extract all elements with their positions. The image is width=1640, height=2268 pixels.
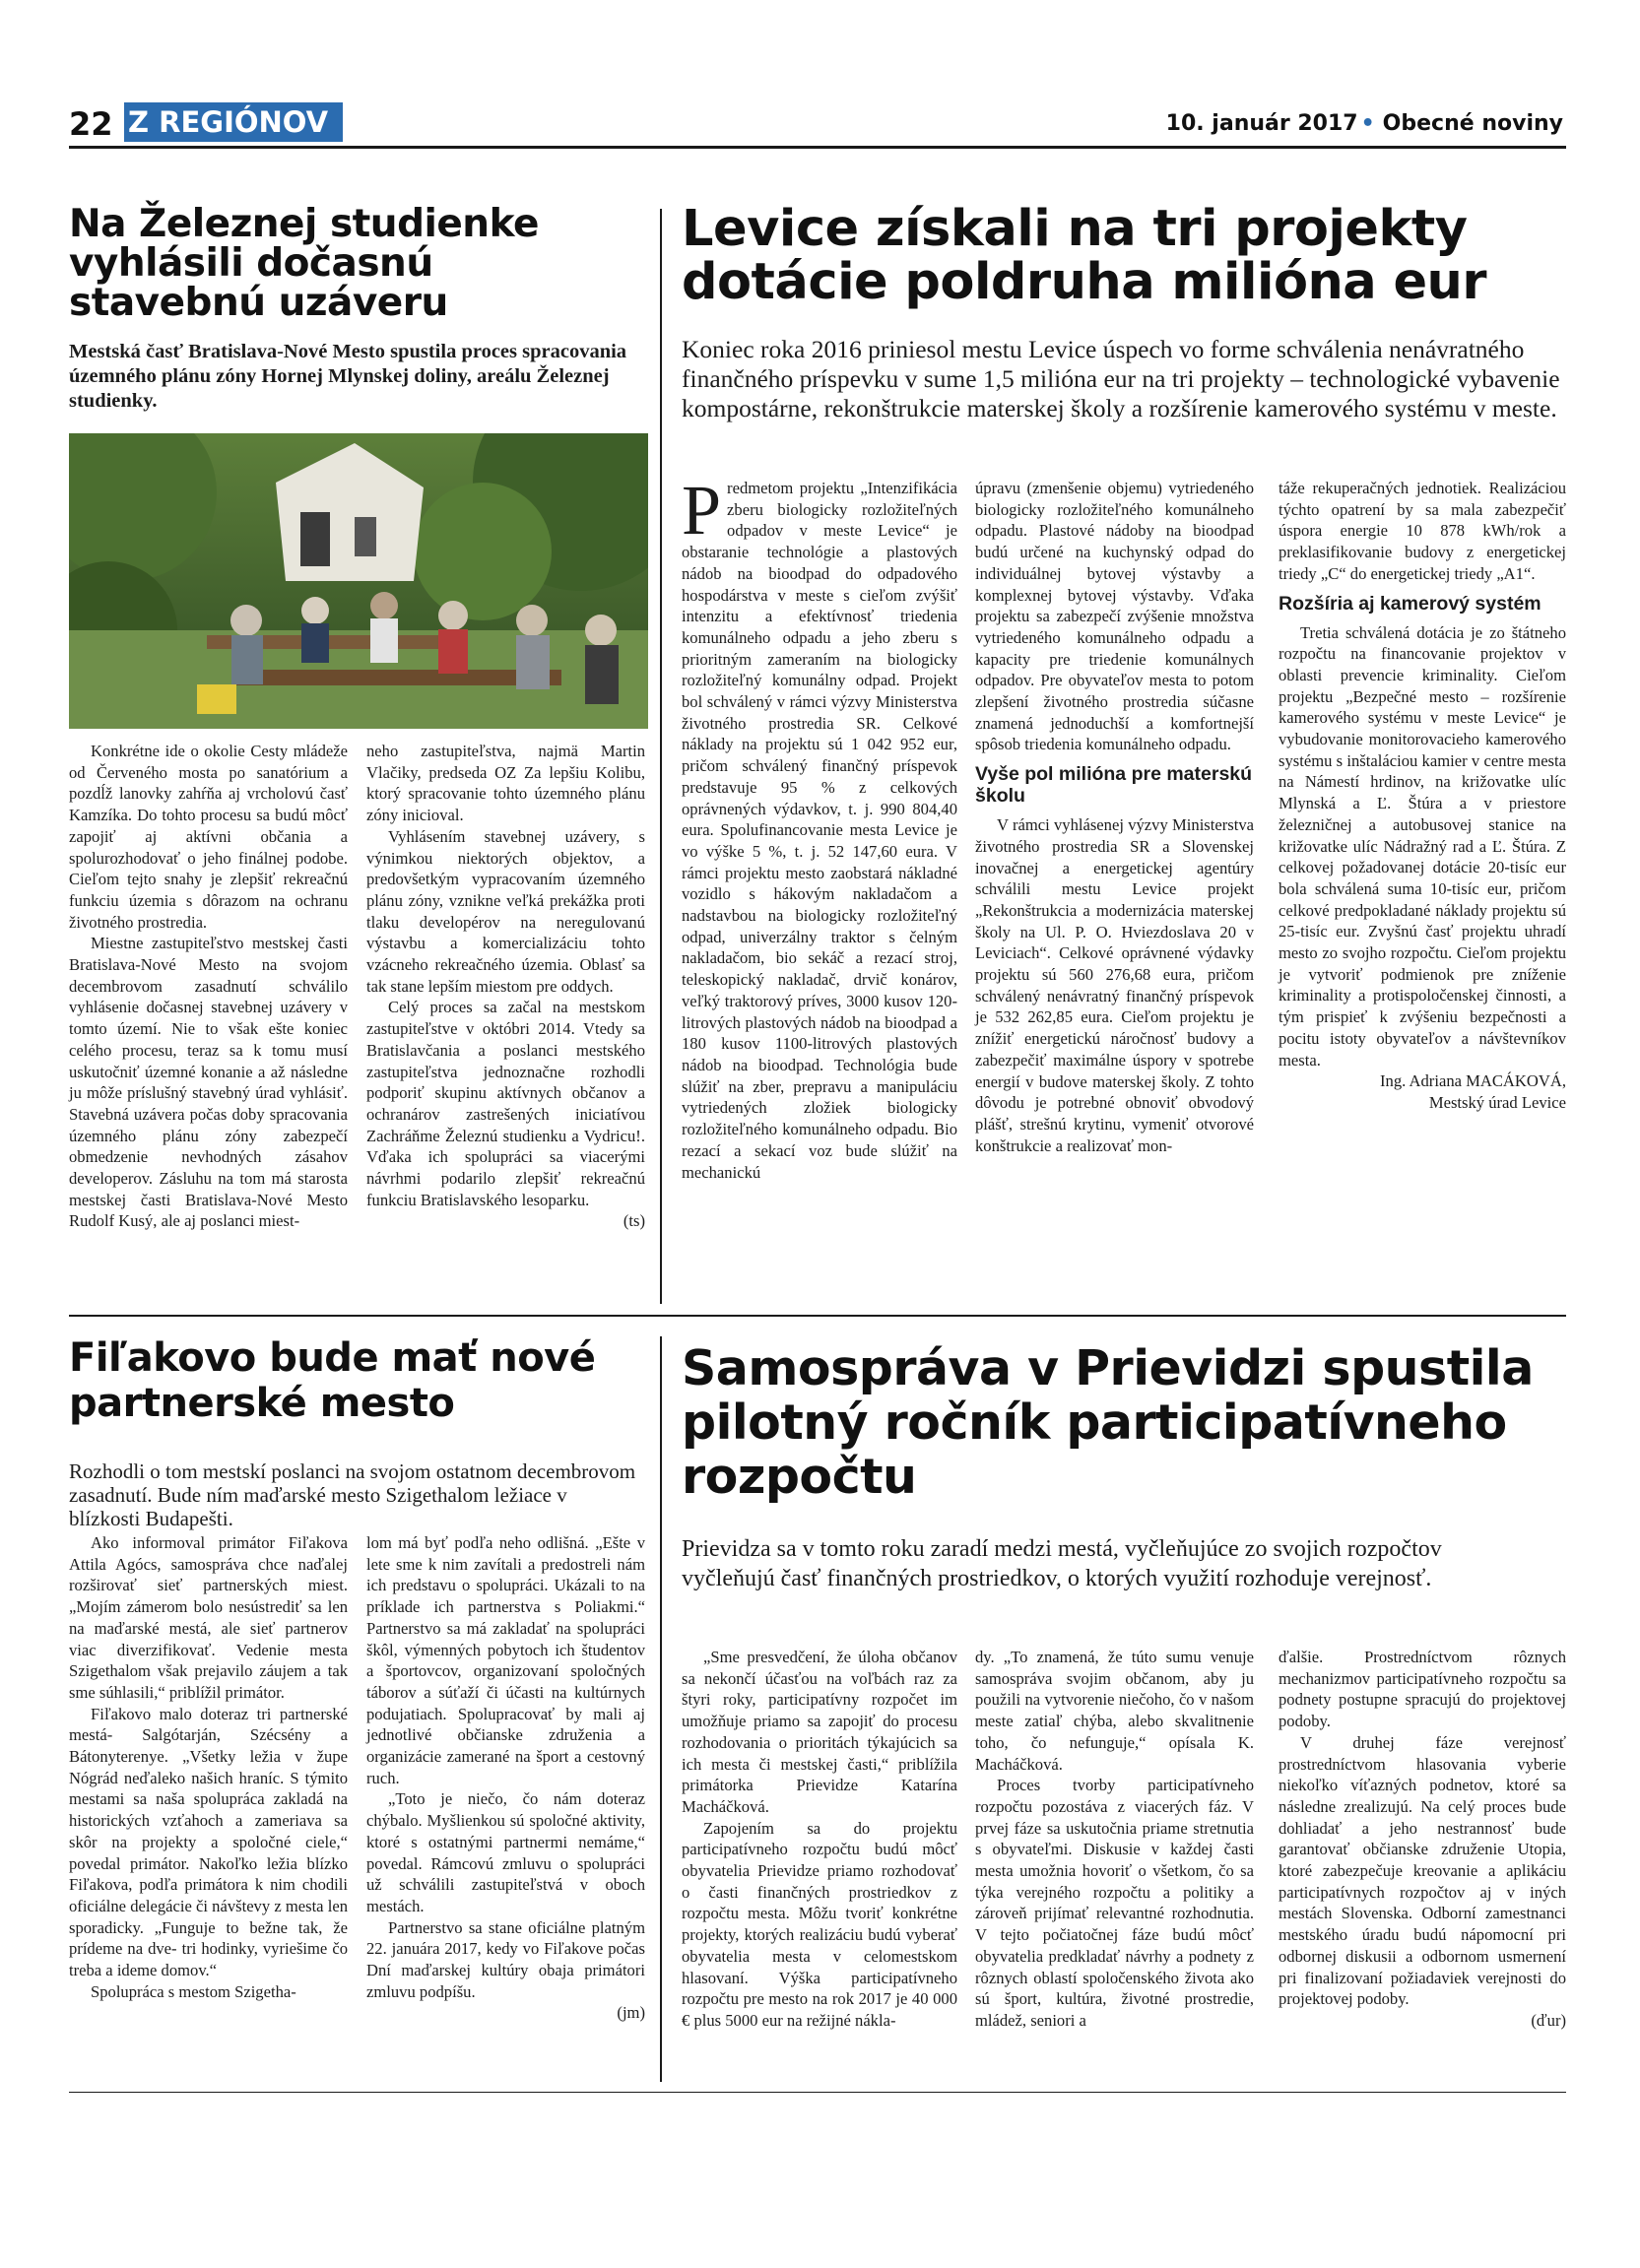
column-divider (660, 209, 662, 1304)
section-divider (69, 1315, 1566, 1317)
article-col-1 (682, 471, 957, 1183)
author-name: Ing. Adriana MACÁKOVÁ, (1380, 1071, 1566, 1091)
header-rule (69, 146, 1566, 149)
paragraph: Ako informoval primátor Fiľakova Attila Agócs, samospráva chce naďalej rozširovať sieť partnerských miest. „Mojím zámerom bolo nesústrediť sa len na maďarské mestá, ale sieť partnerov viac diverzifikovať. Vedenie mesta Szigethalom však prejavilo záujem a tak sme súhlasili,“ priblížil primátor. (69, 1533, 348, 1702)
paragraph: Partnerstvo sa stane oficiálne platným 22. januára 2017, kedy vo Fiľakove počas Dní maďarskej kultúry obaja primátori zmluvu podpíšu. (366, 1917, 645, 2001)
paragraph: Tretia schválená dotácia je zo štátneho rozpočtu na financovanie projektov v oblasti prevencie kriminality. Cieľom projektu „Bezpečné mesto – rozšírenie kamerového systému v meste Levice“ je vybudovanie monitorovacieho kamerového systému s inštaláciou kamier v centre mesta na Námestí hrdinov, na križovatke ulíc Mlynská a Ľ. Štúra a v priestore železničnej a autobusovej stanice na križovatke ulíc Nádražný rad a Ľ. Štúra. Z celkovej požadovanej dotácie 20-tisíc eur bola schválená suma 10-tisíc eur, pričom celkové predpokladané náklady projektu sú 25-tisíc eur. Zvyšnú časť projektu uhradí mesto zo svojho rozpočtu. Cieľom projektu je vytvoriť podmienok pre zníženie kriminality a protispoločenskej činnosti, a tým prispieť k zvýšeniu bezpečnosti a pocitu istoty obyvateľov a návštevníkov mesta. (1279, 622, 1566, 1069)
paragraph: táže rekuperačných jednotiek. Realizáciou týchto opatrení by sa mala zabezpečiť úspora energie 10 878 kWh/rok a preklasifikovanie budovy z energetickej triedy „C“ do energetickej triedy „A1“. (1279, 479, 1566, 583)
author-sign: (ts) (623, 1211, 645, 1231)
subheading: Vyše pol milióna pre materskú školu (975, 763, 1253, 808)
publication-name: Obecné noviny (1382, 111, 1563, 136)
paragraph: Proces tvorby participatívneho rozpočtu pozostáva z viacerých fáz. V prvej fáze sa uskutočnia priame stretnutia s obyvateľmi. Diskusie v každej časti mesta umožnia hovoriť o všetkom, čo sa týka verejného rozpočtu a politiky a zároveň prijímať relevantné rozhodnutia. V tejto počiatočnej fáze budú môcť obyvatelia predkladať návrhy a podnety z rôznych oblastí spoločenského života ako sú šport, kultúra, životné prostredie, mládež, seniori a (975, 1776, 1254, 2030)
article-photo (69, 433, 648, 729)
article-lead: Koniec roka 2016 priniesol mestu Levice úspech vo forme schválenia nenávratného finančného príspevku v sume 1,5 milióna eur na tri projekty – technologické vybavenie kompostárne, rekonštrukcie materskej školy a rozšírenie kamerového systému v meste. (682, 335, 1560, 422)
paragraph: Zapojením sa do projektu participatívneho rozpočtu budú môcť obyvatelia Prievidze priamo rozhodovať o časti finančných prostriedkov z rozpočtu mesta. Môžu tvoriť konkrétne projekty, ktorých realizáciu budú vyberať obyvatelia mesta v celomestskom hlasovaní. Výška participatívneho rozpočtu pre mesto na rok 2017 je 40 000 € plus 5000 eur na režijné nákla- (682, 1818, 957, 2030)
paragraph: lom má byť podľa neho odlišná. „Ešte v lete sme k nim zavítali a predostreli nám ich predstavu o spolupráci. Ukázali to na príklade ich partnerstva s Poliakmi.“ Partnerstvo sa má zakladať na spolupráci škôl, výmenných pobytoch ich študentov a športovcov, organizovaní spoločných táborov a súťaží či účasti na kultúrnych podujatiach. Spolupracovať by mali aj jednotlivé občianske združenia a organizácie zamerané na šport a cestovný ruch. (366, 1533, 645, 1787)
header-bullet: • (1360, 111, 1375, 136)
paragraph: Miestne zastupiteľstvo mestskej časti Bratislava-Nové Mesto na svojom decembrovom zasadnutí schválilo vyhlásenie dočasnej stavebnej uzávery v tomto území. Nie to však ešte koniec celého procesu, teraz sa k tomu musí uskutočniť územné konanie a až následne ju môže príslušný stavebný úrad vyhlásiť. Stavebná uzávera počas doby spracovania územného plánu zóny zabezpečí obmedzenie nevhodných zásahov developerov. Zásluhu na tom má starosta mestskej časti Bratislava-Nové Mesto Rudolf Kusý, ale aj poslanci miest- (69, 934, 348, 1231)
paragraph: neho zastupiteľstva, najmä Martin Vlačiky, predseda OZ Za lepšiu Kolibu, ktorý spracovanie tohto územného plánu zóny inicioval. (366, 742, 645, 825)
article-col-1 (69, 1532, 348, 2002)
paragraph: úpravu (zmenšenie objemu) vytriedeného biologicky rozložiteľného komunálneho odpadu. Plastové nádoby na bioodpad budú určené na kuchynský odpad do individuálnej bytovej výstavby a komplexnej bytovej výstavby. Vďaka projektu sa zabezpečí zvýšenie množstva vytriedeného komunálneho odpadu a kapacity pre triedenie komunálnych odpadov. Pre obyvateľov mesta to potom zlepšení životného prostredia súčasne znamená jednoduchší a komfortnejší spôsob triedenia komunálneho odpadu. (975, 479, 1254, 754)
paragraph: V druhej fáze verejnosť prostredníctvom hlasovania vyberie niekoľko víťazných podnetov, ktoré sa následne zrealizujú. Na celý proces bude dohliadať a jeho nestrannosť bude garantovať občianske združenie Utopia, ktoré zabezpečuje kreovanie a aplikáciu participatívnych rozpočtov aj v iných mestách Slovenska. Odborní zamestnanci mestského úradu budú nápomocní pri odbornej diskusii a odbornom usmernení pri finalizovaní požiadaviek verejnosti do projektovej podoby. (1279, 1732, 1566, 2009)
article-lead: Rozhodli o tom mestskí poslanci na svojom ostatnom decembrovom zasadnutí. Bude ním maďarské mesto Szigethalom ležiace v blízkosti Budapešti. (69, 1459, 636, 1530)
article-title: Levice získali na tri projekty dotácie poldruha milióna eur (682, 200, 1487, 311)
article-lead: Prievidza sa v tomto roku zaradí medzi mestá, vyčleňujúce zo svojich rozpočtov vyčleňujú časť finančných prostriedkov, o ktorých využití rozhoduje verejnosť. (682, 1536, 1442, 1591)
paragraph-text: redmetom projektu „Intenzifikácia zberu biologicky rozložiteľných odpadov v meste Levice“ je obstaranie technológie a plastových nádob na bioodpad do odpadového hospodárstva v meste s cieľom zvýšiť intenzitu a efektívnosť triedenia komunálneho odpadu a jeho zberu s prioritným zameraním na biologicky rozložiteľný komunálny odpad. Projekt bol schválený v rámci výzvy Ministerstva životného prostredia SR. Celkové náklady na projektu sú 1 042 952 eur, pričom schválený finančný príspevok predstavuje 95 % z celkových oprávnených výdavkov, t. j. 990 804,40 eura. Spolufinancovanie mesta Levice je vo výške 5 %, t. j. 52 147,60 eura. V rámci projektu mesto zaobstará nákladné vozidlo s hákovým nakladačom a nadstavbou na biologicky rozložiteľný odpad, univerzálny traktor s čelným nakladačom, bio sekáč a rezací stroj, teleskopický nakladač, drvič konárov, veľký traktorový príves, 3000 kusov 120-litrových plastových nádob na bioodpad a 180 kusov 1100-litrových plastových nádob na bioodpad. Technológia bude slúžiť na zber, prepravu a manipuláciu vytriedených zložiek biologicky rozložiteľného komunálneho odpadu. Bio rezací a sekací voz bude slúžiť na mechanickú (682, 479, 957, 1182)
drop-cap: P (682, 471, 722, 550)
paragraph: V rámci vyhlásenej výzvy Ministerstva životného prostredia SR a Slovenskej inovačnej a energetickej agentúry schválili mestu Levice projekt „Rekonštrukcia a modernizácia materskej školy na Ul. P. O. Hviezdoslava 20 v Leviciach“. Celkové oprávnené výdavky projektu sú 560 276,68 eura, pričom schválený nenávratný finančný príspevok je 532 262,85 eura. Cieľom projektu je znížiť energetickú náročnosť budovy a zabezpečiť maximálne úspory v spotrebe energií v budove materskej školy. Z tohto dôvodu je potrebné obnoviť obvodový plášť, strešnú krytinu, vymeniť otvorové konštrukcie a realizovať mon- (975, 815, 1254, 1155)
paragraph: Fiľakovo malo doteraz tri partnerské mestá- Salgótarján, Szécsény a Bátonyterenye. „Všetky ležia v župe Nógrád neďaleko našich hraníc. S týmito mestami sa naša spolupráca zakladá na historických vzťahoch a zameriava sa skôr na projekty a spoločné ciele,“ povedal primátor. Nakoľko ležia blízko Fiľakova, podľa primátora k nim chodili oficiálne delegácie či návštevy z mesta len sporadicky. „Funguje to bežne tak, že prídeme na dve- tri hodinky, vyriešime čo treba a ideme domov.“ (69, 1704, 348, 1980)
author-sign: (jm) (617, 2003, 645, 2023)
paragraph: „Sme presvedčení, že úloha občanov sa nekončí účasťou na voľbách raz za štyri roky, participatívny rozpočet im umožňuje priamo sa zapojiť do procesu rozhodovania o prioritách týkajúcich sa ich mesta či mestskej časti,“ priblížila primátorka Prievidze Katarína Macháčková. (682, 1648, 957, 1816)
page-number: 22 (69, 105, 113, 143)
paragraph: Celý proces sa začal na mestskom zastupiteľstve v októbri 2014. Vtedy sa Bratislavčania a poslanci mestského zastupiteľstva jednoznačne rozhodli podporiť skupinu aktívnych občanov a ochranárov zastrešených iniciatívou Zachráňme Železnú studienku a Vydricu!. Vďaka ich spolupráci sa viacerými návrhmi podarilo zlepšiť rekreačnú funkciu Bratislavského lesoparku. (366, 998, 645, 1209)
article-col-1 (682, 1647, 957, 2032)
subheading: Rozšíria aj kamerový systém (1279, 592, 1542, 615)
author-sign: (ďur) (1531, 2010, 1566, 2030)
issue-date: 10. január 2017 (1165, 111, 1358, 136)
article-title: Na Železnej studienke vyhlásili dočasnú stavebnú uzáveru (69, 202, 539, 325)
article-col-2 (366, 1532, 645, 2024)
paragraph: Vyhlásením stavebnej uzávery, s výnimkou niektorých objektov, a predovšetkým vypracovaním územného plánu zóny, vznikne veľká prekážka proti tlaku developérov na neregulovanú výstavbu a komercializáciu tohto vzácneho rekreačného územia. Oblasť sa tak stane lepším miestom pre oddych. (366, 826, 645, 996)
author-org: Mestský úrad Levice (1428, 1092, 1566, 1112)
article-lead: Mestská časť Bratislava-Nové Mesto spustila proces spracovania územného plánu zóny Hornej Mlynskej doliny, areálu Železnej studienky. (69, 341, 627, 412)
article-col-2 (366, 741, 645, 1232)
paragraph: Spolupráca s mestom Szigetha- (91, 1981, 296, 2001)
article-title: Samospráva v Prievidzi spustila pilotný ročník participatívneho rozpočtu (682, 1340, 1534, 1505)
paragraph: ďalšie. Prostredníctvom rôznych mechanizmov participatívneho rozpočtu sa podnety postupne spracujú do projektovej podoby. (1279, 1648, 1566, 1731)
section-label: Z REGIÓNOV (124, 102, 343, 142)
article-col-2 (975, 478, 1254, 1156)
header-right (1166, 110, 1563, 138)
article-col-3 (1279, 478, 1566, 1114)
picnic-photo (69, 433, 648, 729)
paragraph: Konkrétne ide o okolie Cesty mládeže od Červeného mosta po sanatórium a pozdĺž lanovky zahŕňa aj vrcholovú časť Kamzíka. Do tohto procesu sa budú môcť zapojiť aj aktívni občania a spolurozhodovať o jeho finálnej podobe. Cieľom tejto snahy je zlepšiť rekreačnú funkciu územia s dôrazom na ochranu životného prostredia. (69, 742, 348, 932)
paragraph: dy. „To znamená, že túto sumu venuje samospráva svojim občanom, aby ju použili na vytvorenie niečoho, čo v našom meste zatiaľ chýba, alebo skvalitnenie toho, čo nefunguje,“ opísala K. Macháčková. (975, 1648, 1254, 1774)
paragraph: „Toto je niečo, čo nám doteraz chýbalo. Myšlienkou sú spoločné aktivity, ktoré s ostatnými partnermi nemáme,“ povedal. Rámcovú zmluvu o spolupráci už schválili zastupiteľstvá v oboch mestách. (366, 1789, 645, 1915)
column-divider (660, 1336, 662, 2082)
article-col-1 (69, 741, 348, 1232)
article-col-3 (1279, 1647, 1566, 2032)
paragraph (682, 471, 957, 1183)
article-title: Fiľakovo bude mať nové partnerské mesto (69, 1335, 596, 1426)
footer-rule (69, 2092, 1566, 2093)
article-col-2 (975, 1647, 1254, 2032)
